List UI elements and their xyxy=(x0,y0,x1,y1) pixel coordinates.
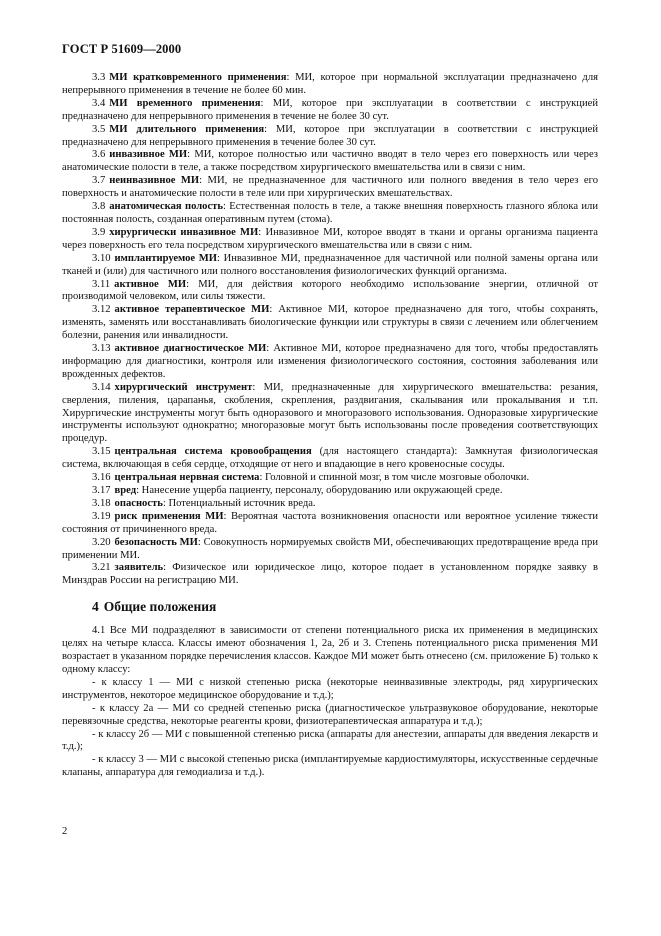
definition-term: опасность xyxy=(114,497,163,509)
definition-paragraph xyxy=(62,201,598,227)
definition-number: 3.15 xyxy=(92,446,111,458)
definition-text: : Активное МИ, которое предназначено для того, чтобы сохранять, изменять, заменять или восстанавливать биологические функции или структуры в связи с лечением или облегчением болезни, ранения или инвалидности. xyxy=(62,304,598,342)
definition-number: 3.18 xyxy=(92,497,111,509)
definition-term: вред xyxy=(114,485,137,496)
definition-number: 3.7 xyxy=(92,175,106,187)
definition-text: : Головной и спинной мозг, в том числе мозговые оболочки. xyxy=(259,472,530,484)
definition-number: 3.17 xyxy=(92,485,111,496)
definition-text: (для настоящего стандарта): Замкнутая физиологическая система, включающая в себя сердце, отходящие от него и впадающие в него кровеносные сосуды. xyxy=(62,446,598,471)
definition-text: : МИ, которое при эксплуатации в соответствии с инструкцией предназначено для непрерывного применения в течение не более 30 сут. xyxy=(62,97,598,122)
risk-class-item: - к классу 2б — МИ с повышенной степенью риска (аппараты для анестезии, аппараты для введения лекарств и т.д.); xyxy=(62,728,598,753)
definition-number: 3.13 xyxy=(92,343,111,355)
definition-text: : Физическое или юридическое лицо, которое подает в установленном порядке заявку в Минздрав России на регистрацию МИ. xyxy=(62,562,598,587)
document-body xyxy=(62,72,598,780)
definition-text: : МИ, которое при эксплуатации в соответствии с инструкцией предназначено для непрерывного применения в течение более 30 сут. xyxy=(62,123,598,148)
definition-text: : Нанесение ущерба пациенту, персоналу, оборудованию или окружающей среде. xyxy=(136,485,503,496)
definition-number: 3.14 xyxy=(92,381,111,393)
section-intro-paragraph: 4.1 Все МИ подразделяют в зависимости от степени потенциального риска их применения в медицинских целях на четыре класса. Классы имеют обозначения 1, 2а, 2б и 3. Степень потенциального риска применения МИ возрастает в указанном порядке перечисления классов. Каждое МИ может быть отнесено (см. приложение Б) только к одному классу: xyxy=(62,625,598,675)
definition-text: : Вероятная частота возникновения опасности или вероятное усиление тяжести состояния от причиненного вреда. xyxy=(62,510,598,535)
definition-number: 3.11 xyxy=(92,278,111,290)
definition-paragraph xyxy=(62,149,598,175)
definition-paragraph xyxy=(62,382,598,447)
definition-paragraph xyxy=(62,446,598,472)
definition-text: : Естественная полость в теле, а также внешняя поверхность глазного яблока или постоянная полость, созданная оперативным путем (стома). xyxy=(62,201,598,225)
definition-paragraph xyxy=(62,124,598,150)
definition-text: : Потенциальный источник вреда. xyxy=(162,497,316,509)
definition-paragraph xyxy=(62,511,598,537)
definition-term: активное терапевтическое МИ xyxy=(114,304,270,316)
definition-paragraph xyxy=(62,343,598,382)
risk-class-list xyxy=(62,677,598,780)
definition-paragraph xyxy=(62,472,598,485)
definition-number: 3.8 xyxy=(92,201,106,213)
definition-term: центральная система кровообращения xyxy=(114,446,312,458)
definition-term: инвазивное МИ xyxy=(109,149,188,161)
definition-term: анатомическая полость xyxy=(109,201,223,213)
definition-number: 3.5 xyxy=(92,123,106,135)
definition-number: 3.3 xyxy=(92,72,106,83)
definition-number: 3.20 xyxy=(92,536,111,548)
risk-class-item: - к классу 2а — МИ со средней степенью риска (диагностическое ультразвуковое оборудование, некоторые перевязочные средства, некоторые реагенты крови, физиотерапевтическая аппаратура и т.д.); xyxy=(62,702,598,727)
definition-paragraph xyxy=(62,304,598,343)
definition-text: : МИ, предназначенные для хирургического вмешательства: резания, сверления, пиления, царапанья, скобления, скрепления, раздвигания, скалывания или прокалывания и т.п. Хирургические инструменты могут быть одноразового и многоразового использования. Одноразовые хирургические инструменты используют однократно; многоразовые могут быть использованы после проведения соответствующих процедур. xyxy=(62,381,598,445)
definition-term: активное диагностическое МИ xyxy=(114,343,267,355)
definition-text: : МИ, не предназначенное для частичного или полного введения в тело через его поверхность и анатомические полости в теле или при хирургических вмешательствах. xyxy=(62,175,598,200)
definition-term: МИ кратковременного применения xyxy=(109,72,287,83)
definition-term: хирургически инвазивное МИ xyxy=(109,226,259,238)
section-number: 4 xyxy=(92,599,99,615)
definition-number: 3.6 xyxy=(92,149,106,161)
definitions-list xyxy=(62,72,598,588)
definition-term: заявитель xyxy=(114,562,164,574)
definition-number: 3.16 xyxy=(92,472,111,484)
definition-term: имплантируемое МИ xyxy=(114,252,217,264)
section-title-text: Общие положения xyxy=(103,599,217,615)
definition-text: : Активное МИ, которое предназначено для того, чтобы предоставлять информацию для диагностики, контроля или изменения физиологического состояния, состояния заболевания или врожденных дефектов. xyxy=(62,343,598,380)
definition-number: 3.21 xyxy=(92,562,111,574)
definition-number: 3.19 xyxy=(92,510,111,522)
definition-paragraph xyxy=(62,175,598,201)
definition-number: 3.10 xyxy=(92,252,111,264)
definition-paragraph xyxy=(62,485,598,498)
definition-number: 3.12 xyxy=(92,304,111,316)
definition-paragraph xyxy=(62,562,598,588)
definition-term: неинвазивное МИ xyxy=(109,175,200,187)
definition-paragraph xyxy=(62,98,598,124)
definition-paragraph xyxy=(62,72,598,98)
definition-term: риск применения МИ xyxy=(114,510,224,522)
definition-text: : МИ, для действия которого необходимо использование энергии, отличной от производимой человеком, или силы тяжести. xyxy=(62,278,598,303)
definition-term: активное МИ xyxy=(114,278,187,290)
risk-class-item: - к классу 1 — МИ с низкой степенью риска (некоторые неинвазивные электроды, ряд хирургических инструментов, некоторое медицинское оборудование и т.д.); xyxy=(62,676,598,701)
section-heading xyxy=(92,599,598,615)
definition-term: безопасность МИ xyxy=(114,536,198,548)
definition-paragraph xyxy=(62,253,598,279)
definition-paragraph xyxy=(62,279,598,305)
definition-term: МИ временного применения xyxy=(109,97,261,109)
definition-text: : МИ, которое полностью или частично вводят в тело через его поверхность или через анатомические полости в теле, а также посредством хирургического вмешательства или в связи с ним. xyxy=(62,149,598,174)
definition-paragraph xyxy=(62,498,598,511)
definition-text: : МИ, которое при нормальной эксплуатации предназначено для непрерывного применения в течение не более 60 мин. xyxy=(62,72,598,96)
risk-class-item: - к классу 3 — МИ с высокой степенью риска (имплантируемые кардиостимуляторы, искусственные сердечные клапаны, аппаратура для гемодиализа и т.д.). xyxy=(62,754,598,779)
document-header: ГОСТ Р 51609—2000 xyxy=(62,42,182,56)
definition-paragraph xyxy=(62,227,598,253)
definition-term: МИ длительного применения xyxy=(109,123,265,135)
definition-text: : Инвазивное МИ, которое вводят в ткани и органы организма пациента через поверхность его тела посредством хирургического вмешательства или в связи с ним. xyxy=(62,226,599,251)
definition-text: : Инвазивное МИ, предназначенное для частичной или полной замены органа или тканей и (или) для частичного или полного восстановления физиологических функций организма. xyxy=(62,252,598,277)
definition-term: центральная нервная система xyxy=(114,472,260,484)
definition-number: 3.4 xyxy=(92,97,106,109)
definition-paragraph xyxy=(62,537,598,563)
definition-number: 3.9 xyxy=(92,226,106,238)
page-number: 2 xyxy=(62,826,68,837)
definition-term: хирургический инструмент xyxy=(114,381,253,393)
definition-text: : Совокупность нормируемых свойств МИ, обеспечивающих предотвращение вреда при применении МИ. xyxy=(62,536,599,561)
